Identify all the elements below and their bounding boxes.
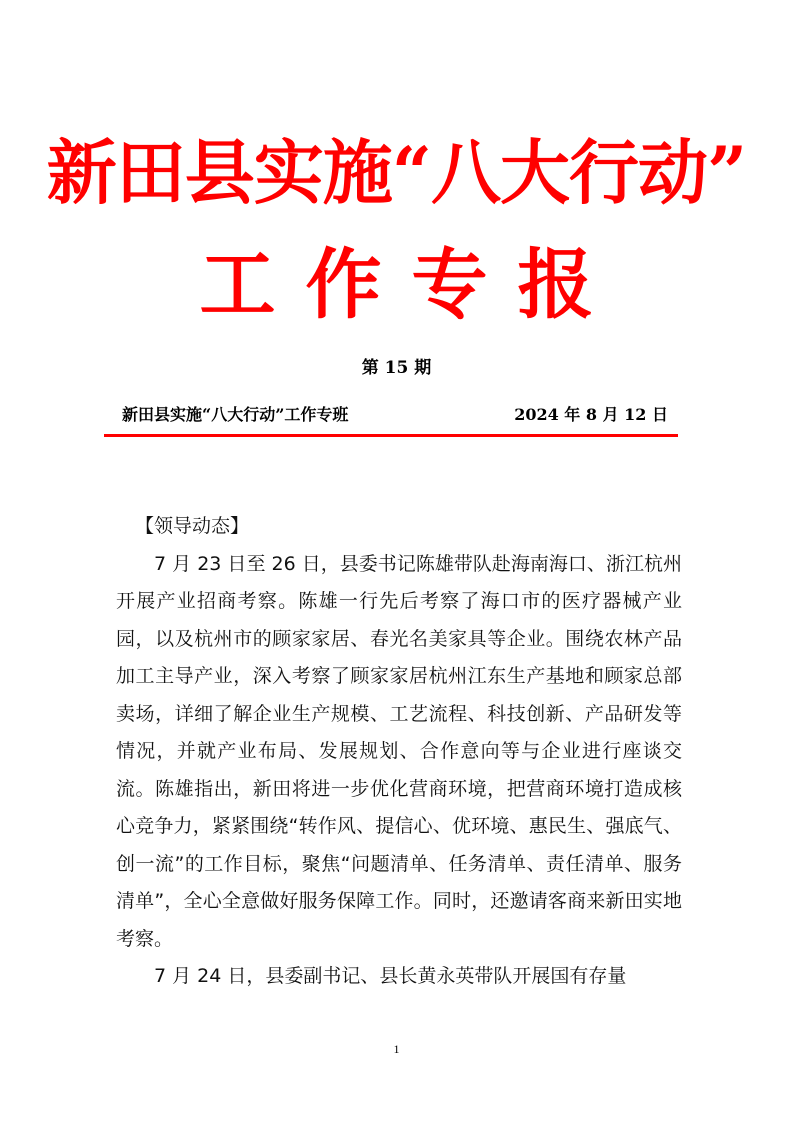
- document-body: [116, 508, 682, 996]
- masthead-title-line2: 工作专报: [199, 240, 624, 329]
- paragraph: 7 月 23 日至 26 日，县委书记陈雄带队赴海南海口、浙江杭州开展产业招商考察。陈雄一行先后考察了海口市的医疗器械产业园，以及杭州市的顾家家居、春光名美家具等企业。围绕农林产品加工主导产业，深入考察了顾家家居杭州江东生产基地和顾家总部卖场，详细了解企业生产规模、工艺流程、科技创新、产品研发等情况，并就产业布局、发展规划、合作意向等与企业进行座谈交流。陈雄指出，新田将进一步优化营商环境，把营商环境打造成核心竞争力，紧紧围绕“转作风、提信心、优环境、惠民生、强底气、创一流”的工作目标，聚焦“问题清单、任务清单、责任清单、服务清单”，全心全意做好服务保障工作。同时，还邀请客商来新田实地考察。: [116, 552, 682, 950]
- page-number: 1: [393, 1042, 400, 1056]
- issue-date: 2024 年 8 月 12 日: [514, 405, 668, 424]
- masthead-title-line1: 新田县实施“八大行动”: [46, 131, 747, 214]
- issuer: 新田县实施“八大行动”工作专班: [122, 405, 349, 424]
- issue-number: 第 15 期: [361, 358, 432, 378]
- paragraph: 7 月 24 日，县委副书记、县长黄永英带队开展国有存量: [154, 965, 627, 987]
- section-heading: 【领导动态】: [135, 515, 250, 537]
- red-divider-rule: [104, 434, 678, 437]
